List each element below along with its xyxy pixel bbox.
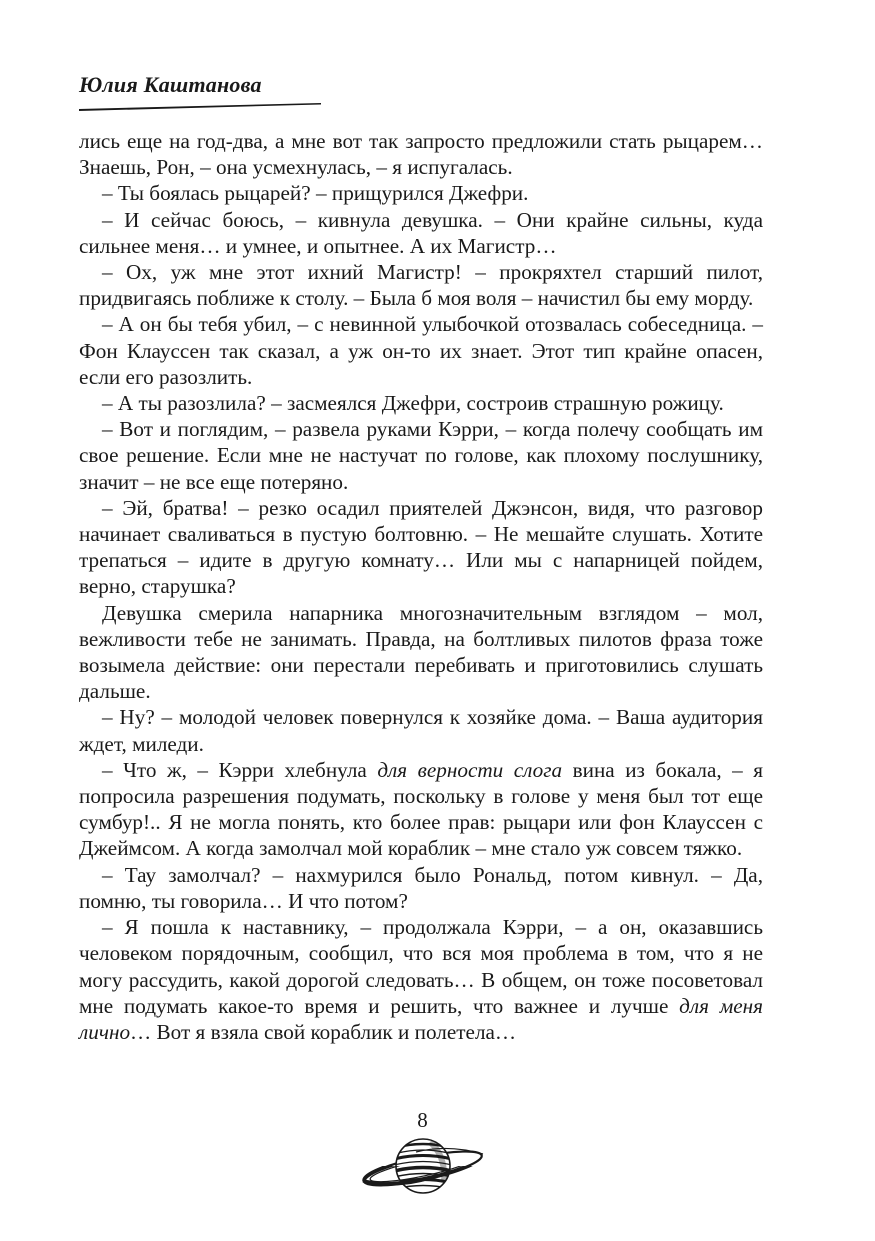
text-run: – Что ж, – Кэрри хлебнула [102, 757, 378, 782]
text-run: – Ты боялась рыцарей? – прищурился Джефри. [102, 181, 529, 206]
header-rule [79, 101, 321, 111]
paragraph [79, 311, 763, 390]
text-run: – Вот и поглядим, – развела руками Кэрри, – когда полечу сообщать им свое решение. Если мне не настучат по голове, как плохому послушнику, значит – не все еще потеряно. [79, 417, 763, 494]
ringed-planet-icon [358, 1130, 488, 1200]
paragraph [79, 180, 763, 206]
italic-phrase: для верности слога [377, 757, 563, 782]
paragraph [79, 390, 763, 416]
text-run: … Вот я взяла свой кораблик и полетела… [130, 1019, 517, 1044]
text-run: – Тау замолчал? – нахмурился было Рональд, потом кивнул. – Да, помню, ты говорила… И что потом? [79, 862, 763, 913]
paragraph [79, 416, 763, 495]
text-run: лись еще на год-два, а мне вот так запросто предложили стать рыцарем… Знаешь, Рон, – она усмехнулась, – я испугалась. [79, 129, 763, 180]
paragraph [79, 914, 763, 1045]
paragraph [79, 128, 763, 180]
paragraph [79, 495, 763, 600]
body-text [79, 128, 763, 1045]
paragraph [79, 757, 763, 862]
paragraph [79, 600, 763, 705]
text-run: Девушка смерила напарника многозначительным взглядом – мол, вежливости тебе не занимать. Правда, на болтливых пилотов фраза тоже возымела действие: они перестали перебивать и приготовились слушать дальше. [79, 600, 763, 704]
paragraph [79, 259, 763, 311]
text-run: – А он бы тебя убил, – с невинной улыбочкой отозвалась собеседница. – Фон Клауссен так сказал, а уж он-то их знает. Этот тип крайне опасен, если его разозлить. [79, 312, 763, 389]
paragraph [79, 207, 763, 259]
text-run: – А ты разозлила? – засмеялся Джефри, состроив страшную рожицу. [102, 391, 724, 416]
text-run: – Я пошла к наставнику, – продолжала Кэрри, – а он, оказавшись человеком порядочным, сообщил, что вся моя проблема в том, что я не могу рассудить, какой дорогой следовать… В общем, он тоже посоветовал мне подумать какое-то время и решить, что важнее и лучше [79, 915, 763, 1018]
running-head-author: Юлия Каштанова [79, 72, 262, 97]
paragraph [79, 704, 763, 756]
text-run: – Ну? – молодой человек повернулся к хозяйке дома. – Ваша аудитория ждет, миледи. [79, 705, 763, 756]
italic-phrase: для меня лично [79, 993, 763, 1044]
paragraph [79, 862, 763, 914]
text-run: – И сейчас боюсь, – кивнула девушка. – Они крайне сильны, куда сильнее меня… и умнее, и опытнее. А их Магистр… [79, 207, 763, 258]
text-run: вина из бокала, – я попросила разрешения подумать, поскольку в голове у меня был тот еще сумбур!.. Я не могла понять, кто более прав: рыцари или фон Клауссен с Джеймсом. А когда замолчал мой кораблик – мне стало уж совсем тяжко. [79, 757, 763, 861]
text-run: – Ох, уж мне этот ихний Магистр! – прокряхтел старший пилот, придвигаясь поближе к столу. – Была б моя воля – начистил бы ему морду. [79, 260, 763, 311]
text-run: – Эй, братва! – резко осадил приятелей Джэнсон, видя, что разговор начинает сваливаться в пустую болтовню. – Не мешайте слушать. Хотите трепаться – идите в другую комнату… Или мы с напарницей пойдем, верно, старушка? [79, 495, 763, 599]
page-number: 8 [417, 1108, 428, 1132]
